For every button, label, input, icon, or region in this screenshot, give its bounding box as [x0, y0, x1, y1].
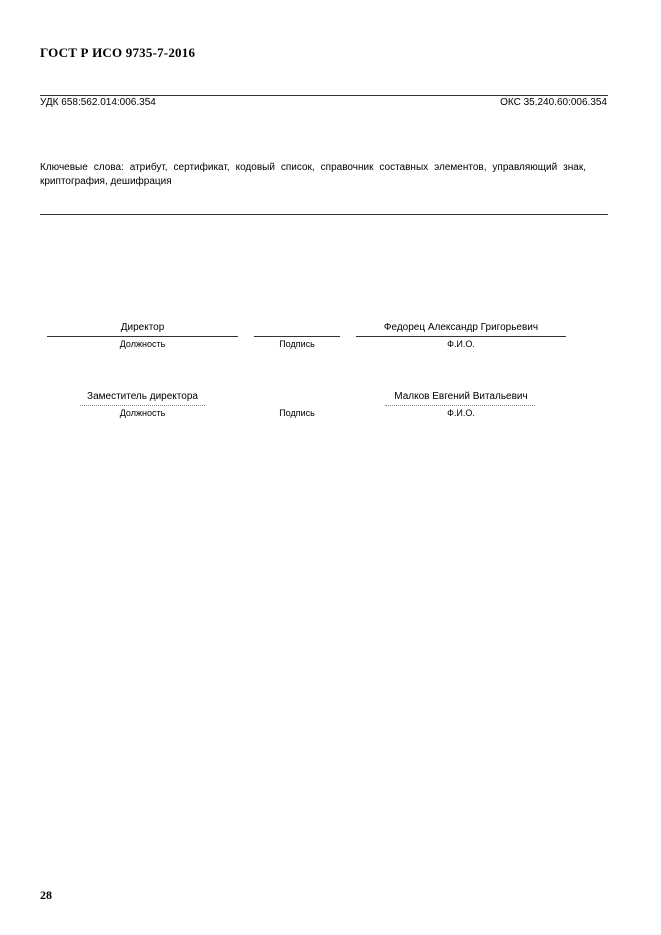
page-number: 28 — [40, 888, 52, 902]
oks-code: ОКС 35.240.60:006.354 — [500, 97, 607, 108]
signer-1-name-caption: Ф.И.О. — [447, 339, 475, 349]
udk-code: УДК 658:562.014:006.354 — [40, 97, 156, 108]
header-divider — [40, 95, 608, 96]
signer-1-position: Директор — [120, 322, 165, 333]
signer-1-signature-line — [254, 336, 340, 337]
signer-1-full-name: Федорец Александр Григорьевич — [383, 322, 539, 333]
signer-1-name-line — [356, 336, 566, 337]
signer-1-position-line — [47, 336, 238, 337]
signer-1-position-caption: Должность — [119, 339, 166, 349]
signer-1-signature-caption: Подпись — [279, 339, 315, 349]
signer-2-position-caption: Должность — [119, 408, 166, 418]
keywords-divider — [40, 214, 608, 215]
signer-2-name-caption: Ф.И.О. — [447, 408, 475, 418]
signer-2-full-name: Малков Евгений Витальевич — [394, 391, 528, 402]
signer-2-position: Заместитель директора — [87, 391, 198, 402]
signer-2-signature-caption: Подпись — [279, 408, 315, 418]
keywords-paragraph: Ключевые слова: атрибут, сертификат, кодовый список, справочник составных элементов, управляющий знак, криптография, дешифрация — [40, 162, 586, 187]
signer-2-position-line — [80, 405, 205, 406]
standard-title: ГОСТ Р ИСО 9735-7-2016 — [40, 45, 196, 60]
signer-2-name-line — [385, 405, 535, 406]
